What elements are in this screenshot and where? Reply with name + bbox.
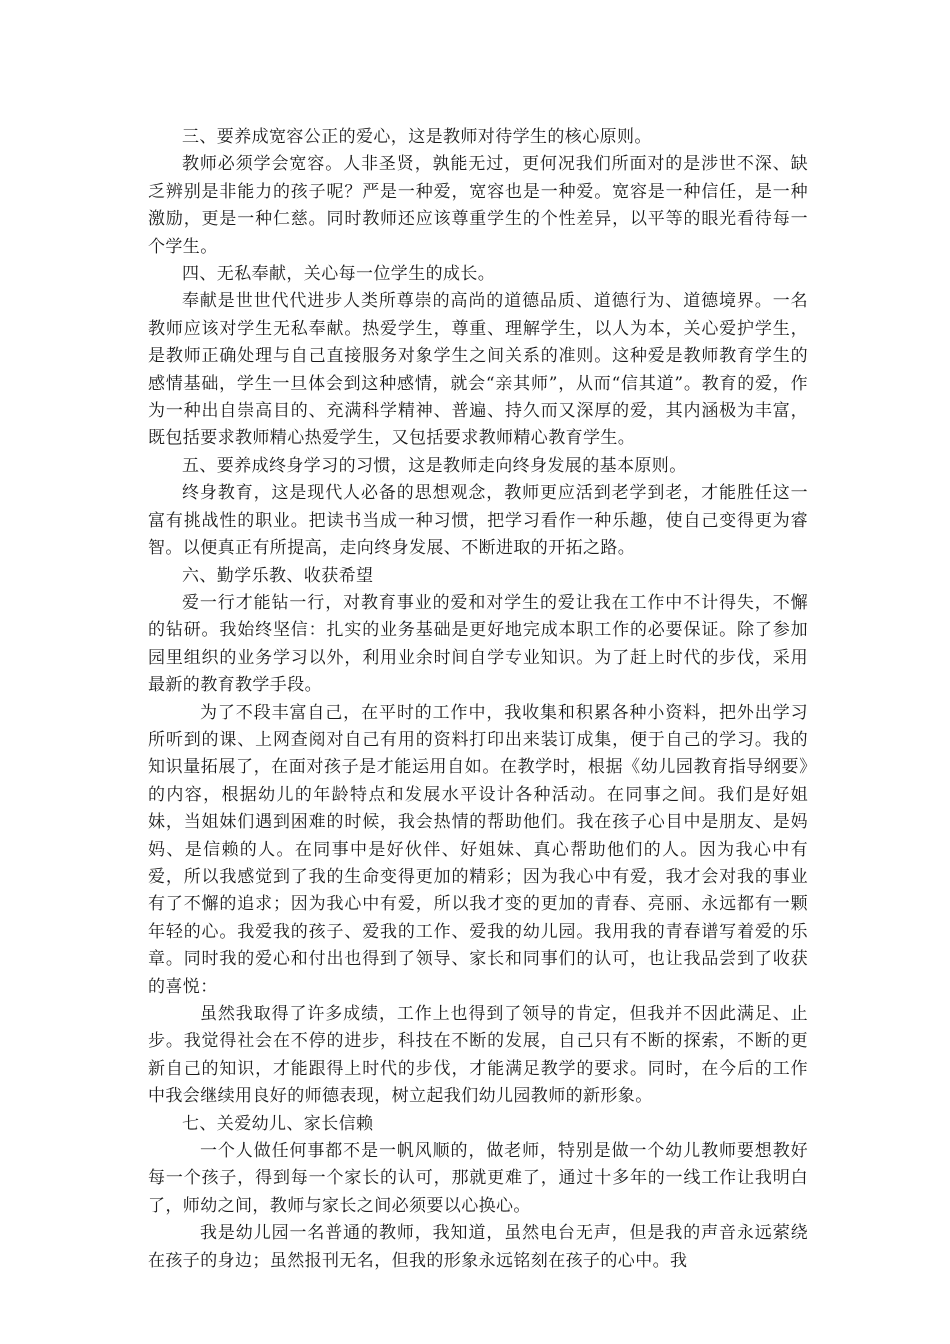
- paragraph: 我是幼儿园一名普通的教师，我知道，虽然电台无声，但是我的声音永远萦绕在孩子的身边；虽然报刊无名，但我的形象永远铭刻在孩子的心中。我: [148, 1223, 808, 1271]
- paragraph: 一个人做任何事都不是一帆风顺的，做老师，特别是做一个幼儿教师要想教好每一个孩子，得到每一个家长的认可，那就更难了，通过十多年的一线工作让我明白了，师幼之间，教师与家长之间必须要以心换心。: [148, 1141, 808, 1216]
- paragraph: 爱一行才能钻一行，对教育事业的爱和对学生的爱让我在工作中不计得失，不懈的钻研。我始终坚信：扎实的业务基础是更好地完成本职工作的必要保证。除了参加园里组织的业务学习以外，利用业余时间自学专业知识。为了赶上时代的步伐，采用最新的教育教学手段。: [148, 592, 808, 696]
- document-page: [148, 124, 808, 1275]
- paragraph: 教师必须学会宽容。人非圣贤，孰能无过，更何况我们所面对的是涉世不深、缺乏辨别是非能力的孩子呢？严是一种爱，宽容也是一种爱。宽容是一种信任，是一种激励，更是一种仁慈。同时教师还应该尊重学生的个性差异，以平等的眼光看待每一个学生。: [148, 154, 808, 257]
- heading-3: 三、要养成宽容公正的爱心，这是教师对待学生的核心原则。: [182, 127, 652, 147]
- heading-5: 五、要养成终身学习的习惯，这是教师走向终身发展的基本原则。: [182, 455, 687, 476]
- heading-7: 七、关爱幼儿、家长信赖: [182, 1113, 374, 1134]
- paragraph: 终身教育，这是现代人必备的思想观念，教师更应活到老学到老，才能胜任这一富有挑战性的职业。把读书当成一种习惯，把学习看作一种乐趣，使自己变得更为睿智。以便真正有所提高，走向终身发展、不断进取的开拓之路。: [148, 483, 808, 559]
- paragraph: 为了不段丰富自己，在平时的工作中，我收集和积累各种小资料，把外出学习所听到的课、上网查阅对自己有用的资料打印出来装订成集，便于自己的学习。我的知识量拓展了，在面对孩子是才能运用自如。在教学时，根据《幼儿园教育指导纲要》的内容，根据幼儿的年龄特点和发展水平设计各种活动。在同事之间。我们是好姐妹，当姐妹们遇到困难的时候，我会热情的帮助他们。我在孩子心目中是朋友、是妈妈、是信赖的人。在同事中是好伙伴、好姐妹、真心帮助他们的人。因为我心中有爱，所以我感觉到了我的生命变得更加的精彩；因为我心中有爱，我才会对我的事业有了不懈的追求；因为我心中有爱，所以我才变的更加的青春、亮丽、永远都有一颗年轻的心。我爱我的孩子、爱我的工作、爱我的幼儿园。我用我的青春谱写着爱的乐章。同时我的爱心和付出也得到了领导、家长和同事们的认可，也让我品尝到了收获的喜悦：: [148, 702, 808, 997]
- heading-4: 四、无私奉献，关心每一位学生的成长。: [182, 264, 496, 285]
- paragraph: 奉献是世世代代进步人类所尊崇的高尚的道德品质、道德行为、道德境界。一名教师应该对学生无私奉献。热爱学生，尊重、理解学生，以人为本，关心爱护学生，是教师正确处理与自己直接服务对象学生之间关系的准则。这种爱是教师教育学生的感情基础，学生一旦体会到这种感情，就会“亲其师”，从而“信其道”。教育的爱，作为一种出自崇高目的、充满科学精神、普遍、持久而又深厚的爱，其内涵极为丰富，既包括要求教师精心热爱学生，又包括要求教师精心教育学生。: [148, 291, 808, 449]
- paragraph: 虽然我取得了许多成绩，工作上也得到了领导的肯定，但我并不因此满足、止步。我觉得社会在不停的进步，科技在不断的发展，自己只有不断的探索，不断的更新自己的知识，才能跟得上时代的步伐，才能满足教学的要求。同时，在今后的工作中我会继续用良好的师德表现，树立起我们幼儿园教师的新形象。: [148, 1004, 808, 1107]
- heading-6: 六、勤学乐教、收获希望: [182, 565, 374, 586]
